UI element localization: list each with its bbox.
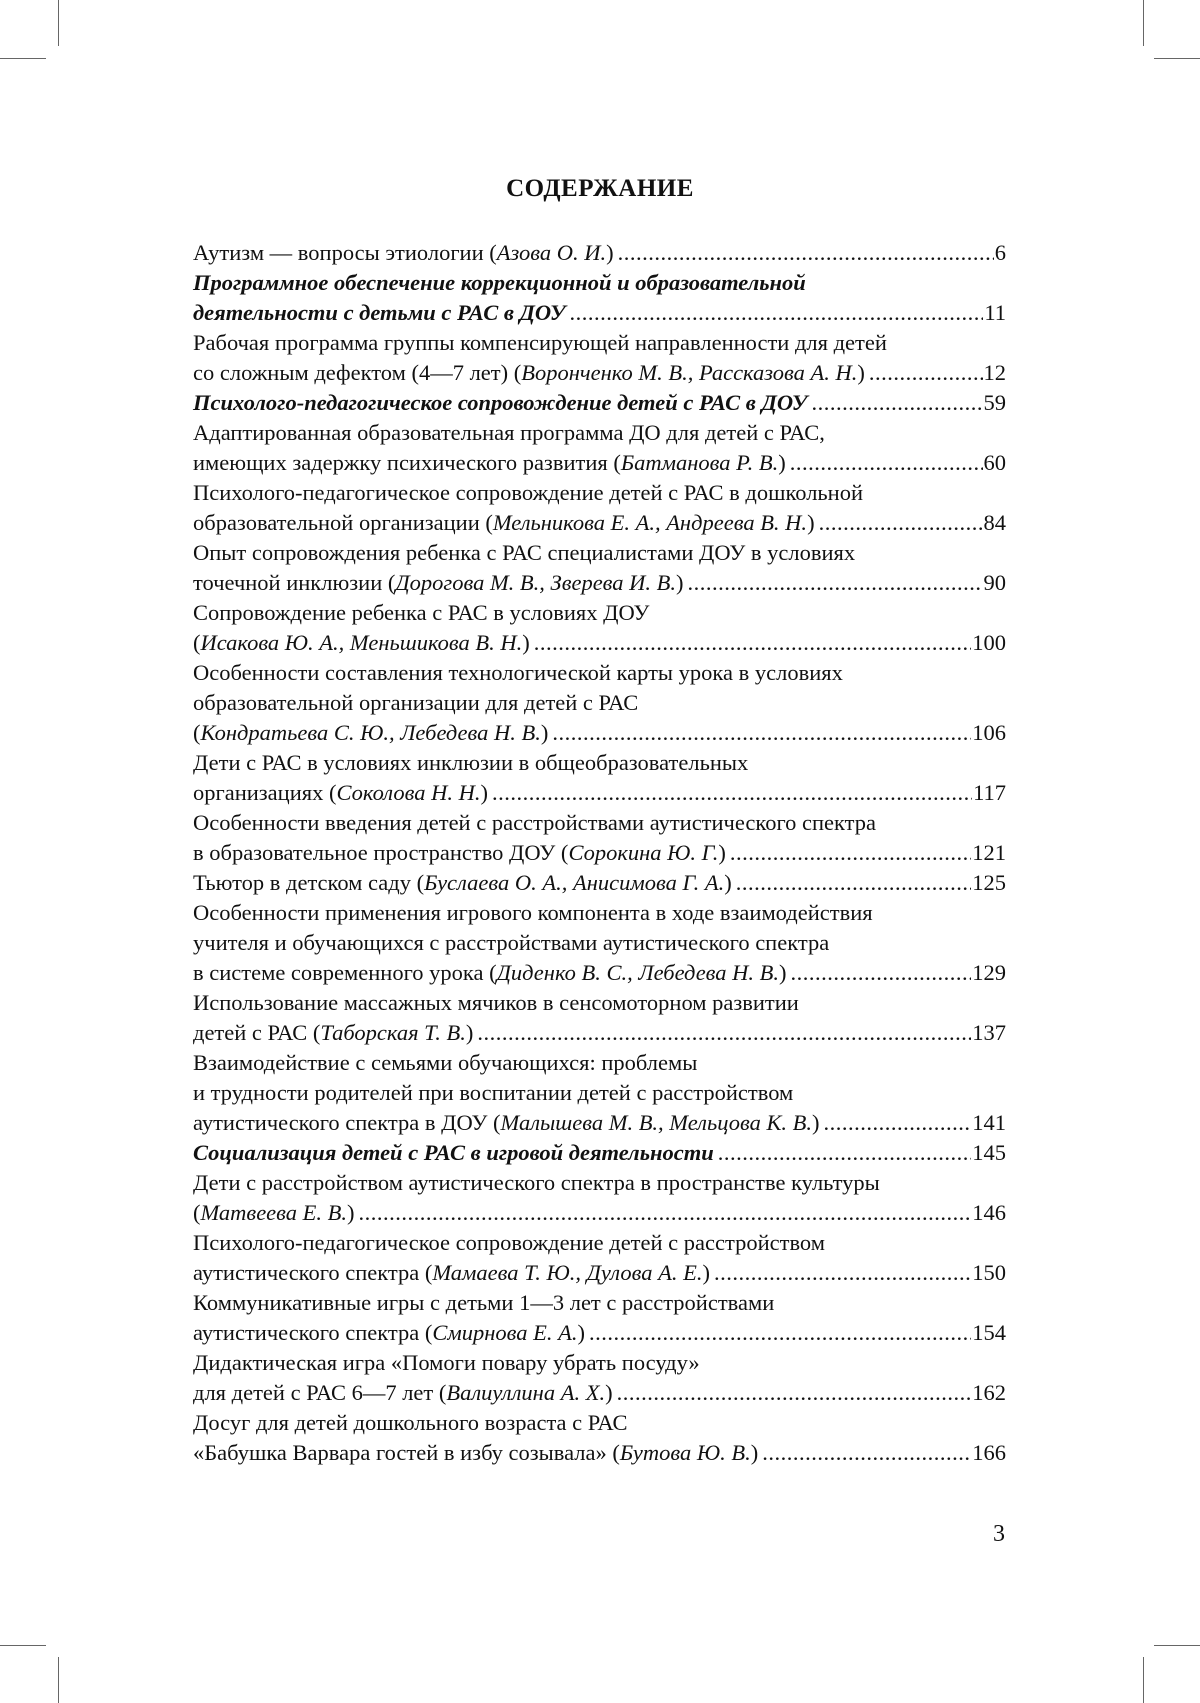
- toc-leader-dots: [790, 448, 983, 478]
- toc-leader-dots: [359, 1198, 972, 1228]
- toc-entry-title: [193, 718, 548, 748]
- toc-entry-last-line: [193, 1378, 1006, 1408]
- toc-entry-close-paren: ): [857, 360, 865, 385]
- toc-entry-title-text: точечной инклюзии (: [193, 570, 396, 595]
- toc-entry: [193, 868, 1006, 898]
- toc-entry-close-paren: ): [807, 510, 815, 535]
- toc-page-number: 129: [972, 960, 1006, 985]
- toc-entry-last-line: [193, 1108, 1006, 1138]
- toc-entry-close-paren: ): [812, 1110, 820, 1135]
- toc-entry-close-paren: ): [540, 720, 549, 745]
- toc-entry-line: Взаимодействие с семьями обучающихся: проблемы: [193, 1050, 698, 1075]
- toc-entry-author: Диденко В. С., Лебедева Н. В.: [496, 960, 780, 985]
- toc-leader-dots: [477, 1018, 971, 1048]
- toc-entry-title-text: аутистического спектра (: [193, 1320, 433, 1345]
- crop-mark-top-left-h: [0, 58, 46, 59]
- toc-entry-line: Коммуникативные игры с детьми 1—3 лет с расстройствами: [193, 1290, 775, 1315]
- toc-entry-title-text: «Бабушка Варвара гостей в избу созывала» (: [193, 1440, 620, 1465]
- toc-entry: [193, 988, 1006, 1048]
- toc-entry-title: [193, 628, 530, 658]
- toc-entry-author: Азова О. И.: [496, 240, 607, 265]
- toc-entry-author: Малышева М. В., Мельцова К. В.: [500, 1110, 813, 1135]
- toc-page-number: 100: [972, 630, 1006, 655]
- toc-entry-author: Матвеева Е. В.: [200, 1200, 348, 1225]
- toc-leader-dots: [688, 568, 983, 598]
- toc-entry-title-text: имеющих задержку психического развития (: [193, 450, 621, 475]
- toc-entry-title: [193, 1378, 613, 1408]
- toc-page-number: 137: [972, 1020, 1006, 1045]
- toc-page-number: 59: [983, 390, 1006, 415]
- crop-mark-top-left: [58, 0, 59, 46]
- toc-entry-author: Буслаева О. А., Анисимова Г. А.: [424, 870, 725, 895]
- toc-entry-line: Психолого-педагогическое сопровождение детей с расстройством: [193, 1230, 825, 1255]
- toc-entry-title-text: Психолого-педагогическое сопровождение детей с РАС в ДОУ: [193, 390, 808, 415]
- toc-entry-last-line: [193, 778, 1006, 808]
- toc-leader-dots: [617, 1378, 972, 1408]
- toc-entry-line: Дидактическая игра «Помоги повару убрать посуду»: [193, 1350, 700, 1375]
- toc-entry-title: [193, 1198, 355, 1228]
- toc-page-number: 84: [983, 510, 1006, 535]
- toc-entry-close-paren: ): [522, 630, 530, 655]
- toc-entry-last-line: [193, 1018, 1006, 1048]
- toc-entry-title: [193, 958, 787, 988]
- toc-entry-title: [193, 388, 807, 418]
- toc-entry-close-paren: ): [779, 960, 787, 985]
- toc-entry: [193, 1228, 1006, 1288]
- crop-mark-top-right-h: [1154, 58, 1200, 59]
- toc-entry-title: [193, 448, 786, 478]
- crop-mark-bottom-left-h: [0, 1645, 46, 1646]
- toc-entry: [193, 748, 1006, 808]
- toc-entry-author: Соколова Н. Н.: [336, 780, 481, 805]
- toc-leader-dots: [589, 1318, 971, 1348]
- toc-entry-title: [193, 1108, 820, 1138]
- toc-entry: [193, 1048, 1006, 1138]
- toc-entry-author: Сорокина Ю. Г.: [568, 840, 719, 865]
- toc-entry-title-text: организациях (: [193, 780, 337, 805]
- toc-entry-title-text: аутистического спектра (: [193, 1260, 433, 1285]
- toc-entry-author: Кондратьева С. Ю., Лебедева Н. В.: [200, 720, 541, 745]
- toc-entry-line: Адаптированная образовательная программа ДО для детей с РАС,: [193, 420, 825, 445]
- toc-entry-close-paren: ): [347, 1200, 355, 1225]
- toc-entry-title: [193, 778, 488, 808]
- toc-entry: [193, 1408, 1006, 1468]
- toc-page-number: 60: [983, 450, 1006, 475]
- toc-entry-last-line: [193, 388, 1006, 418]
- toc-page-number: 117: [973, 780, 1006, 805]
- toc-entry-title: [193, 1438, 758, 1468]
- toc-entry-line: и трудности родителей при воспитании детей с расстройством: [193, 1080, 794, 1105]
- toc-leader-dots: [718, 1138, 972, 1168]
- toc-entry-title: [193, 1138, 714, 1168]
- crop-mark-bottom-left: [58, 1657, 59, 1703]
- toc-entry: [193, 328, 1006, 388]
- toc-entry-close-paren: ): [778, 450, 786, 475]
- toc-entry-title: [193, 1258, 710, 1288]
- toc-entry-last-line: [193, 448, 1006, 478]
- toc-entry-title-text: в образовательное пространство ДОУ (: [193, 840, 569, 865]
- toc-entry-last-line: [193, 628, 1006, 658]
- crop-mark-top-right: [1143, 0, 1144, 46]
- toc-entry-title-text: (: [193, 720, 201, 745]
- toc-leader-dots: [736, 868, 972, 898]
- toc-entry-close-paren: ): [465, 1020, 474, 1045]
- toc-entry-last-line: [193, 868, 1006, 898]
- toc-entry-close-paren: ): [718, 840, 726, 865]
- toc-entry-close-paren: ): [480, 780, 488, 805]
- toc-leader-dots: [819, 508, 983, 538]
- toc-section: [193, 388, 1006, 418]
- toc-entry-title-text: в системе современного урока (: [193, 960, 497, 985]
- toc-entry-last-line: [193, 958, 1006, 988]
- toc-section: [193, 268, 1006, 328]
- toc-page-number: 166: [972, 1440, 1006, 1465]
- toc-entry-title-text: для детей с РАС 6—7 лет (: [193, 1380, 447, 1405]
- toc-entry-title-text: (: [193, 1200, 201, 1225]
- toc-entry: [193, 538, 1006, 598]
- toc-entry: [193, 598, 1006, 658]
- toc-entry-close-paren: ): [577, 1320, 586, 1345]
- toc-entry-close-paren: ): [724, 870, 732, 895]
- toc-section: [193, 1138, 1006, 1168]
- toc-entry-title: [193, 508, 815, 538]
- toc-page-number: 106: [972, 720, 1006, 745]
- toc-entry-title: [193, 238, 614, 268]
- toc-leader-dots: [552, 718, 971, 748]
- page-title: СОДЕРЖАНИЕ: [506, 175, 694, 202]
- toc-entry-line: Особенности введения детей с расстройствами аутистического спектра: [193, 810, 876, 835]
- toc-entry: [193, 898, 1006, 988]
- toc-entry-title: [193, 1018, 473, 1048]
- toc-entry-last-line: [193, 838, 1006, 868]
- toc-leader-dots: [618, 238, 994, 268]
- toc-entry-last-line: [193, 1198, 1006, 1228]
- toc-entry: [193, 238, 1006, 268]
- toc-entry-author: Воронченко М. В., Рассказова А. Н.: [521, 360, 858, 385]
- toc-entry-author: Дорогова М. В., Зверева И. В.: [395, 570, 677, 595]
- toc-page-number: 121: [972, 840, 1006, 865]
- toc-entry: [193, 1348, 1006, 1408]
- toc-entry-author: Бутова Ю. В.: [619, 1440, 751, 1465]
- toc-entry: [193, 808, 1006, 868]
- toc-entry-line: Сопровождение ребенка с РАС в условиях ДОУ: [193, 600, 650, 625]
- toc-page-number: 90: [983, 570, 1006, 595]
- toc-entry: [193, 418, 1006, 478]
- toc-entry-line: Программное обеспечение коррекционной и образовательной: [193, 270, 806, 295]
- page-number: 3: [993, 1521, 1005, 1547]
- toc-entry-last-line: [193, 298, 1006, 328]
- toc-entry-author: Смирнова Е. А.: [432, 1320, 578, 1345]
- toc-entry: [193, 478, 1006, 538]
- toc-entry-line: Досуг для детей дошкольного возраста с РАС: [193, 1410, 628, 1435]
- toc-page-number: 6: [994, 240, 1006, 265]
- toc-entry-line: Психолого-педагогическое сопровождение детей с РАС в дошкольной: [193, 480, 864, 505]
- toc-leader-dots: [811, 388, 982, 418]
- toc-entry-line: Дети с РАС в условиях инклюзии в общеобразовательных: [193, 750, 749, 775]
- toc-entry: [193, 1168, 1006, 1228]
- toc-entry-author: Валиуллина А. Х.: [446, 1380, 606, 1405]
- toc-leader-dots: [569, 298, 983, 328]
- crop-mark-bottom-right-h: [1154, 1645, 1200, 1646]
- toc-entry-title-text: детей с РАС (: [193, 1020, 321, 1045]
- toc-leader-dots: [714, 1258, 971, 1288]
- toc-entry: [193, 1288, 1006, 1348]
- toc-entry-title: [193, 838, 726, 868]
- toc-entry-author: Таборская Т. В.: [320, 1020, 466, 1045]
- toc-entry-last-line: [193, 358, 1006, 388]
- toc-entry-title-text: образовательной организации (: [193, 510, 493, 535]
- toc-entry-line: Дети с расстройством аутистического спектра в пространстве культуры: [193, 1170, 880, 1195]
- toc-entry-line: Рабочая программа группы компенсирующей направленности для детей: [193, 330, 887, 355]
- toc-entry-last-line: [193, 238, 1006, 268]
- toc-entry-line: учителя и обучающихся с расстройствами аутистического спектра: [193, 930, 830, 955]
- toc-entry-last-line: [193, 1318, 1006, 1348]
- toc-entry-title-text: со сложным дефектом (4—7 лет) (: [193, 360, 522, 385]
- toc-page-number: 162: [972, 1380, 1006, 1405]
- toc-page-number: 154: [972, 1320, 1006, 1345]
- toc-entry-line: образовательной организации для детей с РАС: [193, 690, 639, 715]
- toc-entry-line: Использование массажных мячиков в сенсомоторном развитии: [193, 990, 799, 1015]
- toc-entry-last-line: [193, 1138, 1006, 1168]
- toc-page-number: 12: [983, 360, 1006, 385]
- toc-leader-dots: [824, 1108, 972, 1138]
- toc-entry-close-paren: ): [605, 1380, 613, 1405]
- toc-entry-title-text: Аутизм — вопросы этиологии (: [193, 240, 497, 265]
- toc-entry-last-line: [193, 1438, 1006, 1468]
- toc-entry-line: Опыт сопровождения ребенка с РАС специалистами ДОУ в условиях: [193, 540, 856, 565]
- toc-entry-last-line: [193, 568, 1006, 598]
- toc-entry-close-paren: ): [750, 1440, 759, 1465]
- toc-entry-close-paren: ): [676, 570, 684, 595]
- crop-mark-bottom-right: [1143, 1657, 1144, 1703]
- toc-entry-last-line: [193, 718, 1006, 748]
- toc-page-number: 145: [972, 1140, 1006, 1165]
- toc-entry-close-paren: ): [702, 1260, 710, 1285]
- table-of-contents: [193, 238, 1006, 1468]
- toc-entry-author: Мамаева Т. Ю., Дулова А. Е.: [432, 1260, 703, 1285]
- toc-entry-last-line: [193, 1258, 1006, 1288]
- toc-entry-title: [193, 1318, 585, 1348]
- toc-entry-title: [193, 358, 865, 388]
- toc-entry: [193, 658, 1006, 748]
- toc-page-number: 146: [972, 1200, 1006, 1225]
- toc-page-number: 141: [972, 1110, 1006, 1135]
- toc-entry-title-text: деятельности с детьми с РАС в ДОУ: [193, 300, 566, 325]
- toc-entry-title: [193, 298, 565, 328]
- toc-leader-dots: [869, 358, 983, 388]
- toc-entry-title-text: Социализация детей с РАС в игровой деятельности: [193, 1140, 714, 1165]
- toc-leader-dots: [791, 958, 972, 988]
- toc-entry-close-paren: ): [606, 240, 614, 265]
- toc-page-number: 125: [972, 870, 1006, 895]
- toc-entry-title-text: аутистического спектра в ДОУ (: [193, 1110, 501, 1135]
- toc-page-number: 150: [972, 1260, 1006, 1285]
- toc-entry-title-text: Тьютор в детском саду (: [193, 870, 425, 895]
- toc-leader-dots: [492, 778, 972, 808]
- toc-leader-dots: [762, 1438, 971, 1468]
- toc-entry-author: Исакова Ю. А., Меньшикова В. Н.: [200, 630, 523, 655]
- toc-entry-title: [193, 568, 684, 598]
- toc-entry-line: Особенности составления технологической карты урока в условиях: [193, 660, 843, 685]
- toc-entry-title-text: (: [193, 630, 201, 655]
- toc-leader-dots: [730, 838, 971, 868]
- toc-entry-last-line: [193, 508, 1006, 538]
- toc-entry-line: Особенности применения игрового компонента в ходе взаимодействия: [193, 900, 873, 925]
- toc-entry-author: Батманова Р. В.: [620, 450, 779, 475]
- toc-entry-author: Мельникова Е. А., Андреева В. Н.: [492, 510, 808, 535]
- toc-entry-title: [193, 868, 732, 898]
- toc-leader-dots: [534, 628, 972, 658]
- toc-page-number: 11: [984, 300, 1006, 325]
